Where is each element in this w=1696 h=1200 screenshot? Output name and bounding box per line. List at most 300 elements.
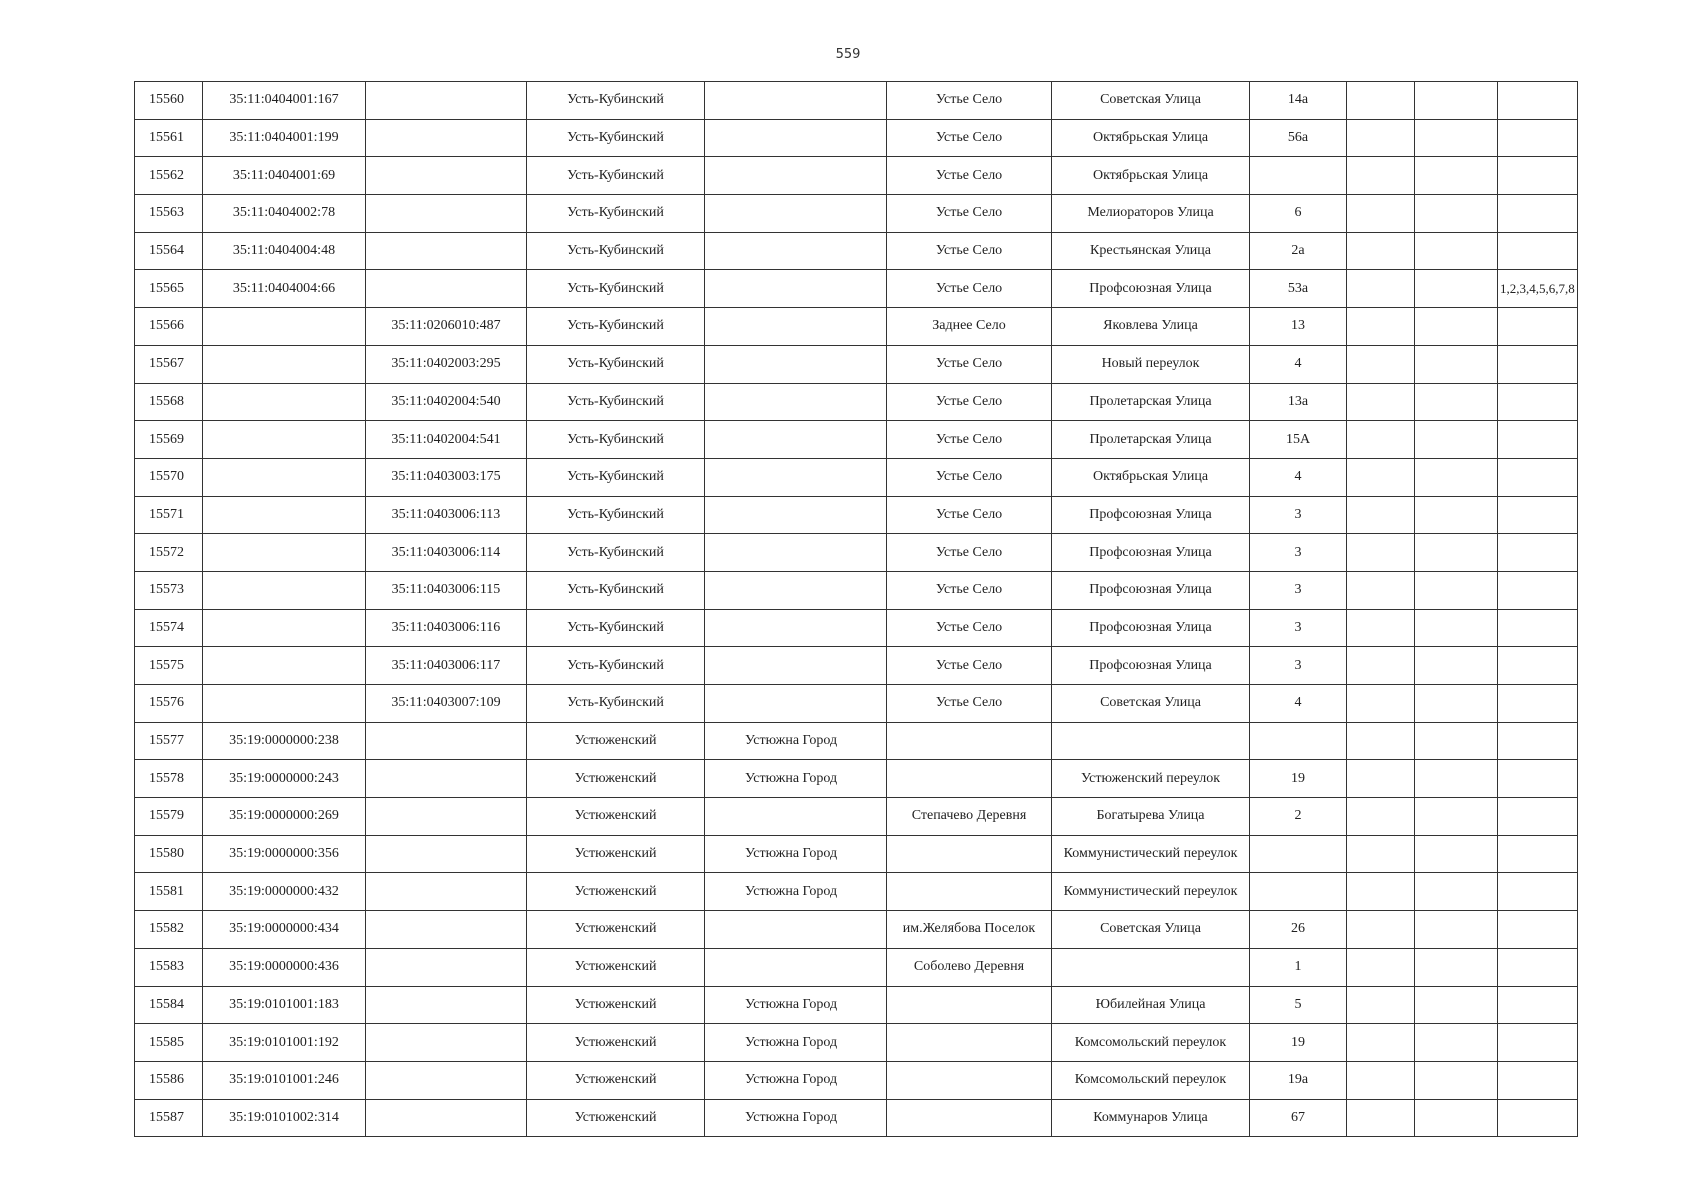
col-10-cell [1415, 232, 1498, 270]
row-number-cell: 15567 [135, 345, 203, 383]
col-9-cell [1347, 722, 1415, 760]
city-cell [705, 119, 887, 157]
district-cell: Устюженский [527, 911, 705, 949]
house-number-cell: 1 [1250, 948, 1347, 986]
table-row [135, 986, 1578, 1024]
table-row [135, 421, 1578, 459]
col-10-cell [1415, 873, 1498, 911]
cadastral-number-cell [203, 496, 366, 534]
cadastral-number-cell [203, 345, 366, 383]
settlement-cell [887, 835, 1052, 873]
district-cell: Устюженский [527, 798, 705, 836]
street-cell: Богатырева Улица [1052, 798, 1250, 836]
cadastral-number-cell: 35:19:0000000:432 [203, 873, 366, 911]
row-number-cell: 15577 [135, 722, 203, 760]
cadastral-number-cell [203, 308, 366, 346]
row-number-cell: 15562 [135, 157, 203, 195]
cadastral-number-cell [203, 421, 366, 459]
city-cell [705, 798, 887, 836]
settlement-cell: Устье Село [887, 685, 1052, 723]
city-cell [705, 685, 887, 723]
table-row [135, 798, 1578, 836]
cadastral-number-cell: 35:11:0404002:78 [203, 195, 366, 233]
parent-cadastral-number-cell [366, 195, 527, 233]
extra-info-cell [1498, 911, 1578, 949]
cadastral-number-cell [203, 647, 366, 685]
settlement-cell: Устье Село [887, 609, 1052, 647]
parent-cadastral-number-cell [366, 986, 527, 1024]
house-number-cell: 3 [1250, 609, 1347, 647]
row-number-cell: 15587 [135, 1099, 203, 1137]
district-cell: Устюженский [527, 948, 705, 986]
settlement-cell [887, 1061, 1052, 1099]
extra-info-cell [1498, 1061, 1578, 1099]
street-cell: Профсоюзная Улица [1052, 647, 1250, 685]
city-cell: Устюжна Город [705, 873, 887, 911]
settlement-cell: Устье Село [887, 421, 1052, 459]
col-10-cell [1415, 986, 1498, 1024]
settlement-cell: Устье Село [887, 195, 1052, 233]
district-cell: Усть-Кубинский [527, 458, 705, 496]
row-number-cell: 15570 [135, 458, 203, 496]
city-cell: Устюжна Город [705, 760, 887, 798]
extra-info-cell [1498, 1099, 1578, 1137]
row-number-cell: 15568 [135, 383, 203, 421]
cadastral-number-cell: 35:19:0000000:356 [203, 835, 366, 873]
extra-info-cell [1498, 798, 1578, 836]
house-number-cell: 2 [1250, 798, 1347, 836]
city-cell [705, 195, 887, 233]
parent-cadastral-number-cell: 35:11:0403006:113 [366, 496, 527, 534]
city-cell [705, 571, 887, 609]
city-cell: Устюжна Город [705, 1099, 887, 1137]
extra-info-cell [1498, 383, 1578, 421]
table-row [135, 195, 1578, 233]
street-cell: Профсоюзная Улица [1052, 571, 1250, 609]
cadastral-number-cell: 35:19:0000000:238 [203, 722, 366, 760]
settlement-cell: Устье Село [887, 571, 1052, 609]
cadastral-number-cell: 35:19:0101001:246 [203, 1061, 366, 1099]
parent-cadastral-number-cell [366, 270, 527, 308]
col-9-cell [1347, 685, 1415, 723]
col-10-cell [1415, 1024, 1498, 1062]
street-cell: Комсомольский переулок [1052, 1024, 1250, 1062]
street-cell: Октябрьская Улица [1052, 458, 1250, 496]
city-cell [705, 421, 887, 459]
house-number-cell [1250, 157, 1347, 195]
house-number-cell: 19а [1250, 1061, 1347, 1099]
col-9-cell [1347, 911, 1415, 949]
col-10-cell [1415, 685, 1498, 723]
col-10-cell [1415, 383, 1498, 421]
city-cell [705, 345, 887, 383]
street-cell: Комсомольский переулок [1052, 1061, 1250, 1099]
city-cell [705, 948, 887, 986]
col-9-cell [1347, 1099, 1415, 1137]
table-row [135, 835, 1578, 873]
street-cell [1052, 722, 1250, 760]
col-10-cell [1415, 308, 1498, 346]
house-number-cell: 5 [1250, 986, 1347, 1024]
district-cell: Усть-Кубинский [527, 647, 705, 685]
settlement-cell [887, 986, 1052, 1024]
parent-cadastral-number-cell: 35:11:0206010:487 [366, 308, 527, 346]
col-10-cell [1415, 496, 1498, 534]
cadastral-number-cell [203, 685, 366, 723]
street-cell: Профсоюзная Улица [1052, 270, 1250, 308]
city-cell [705, 232, 887, 270]
table-row [135, 82, 1578, 120]
city-cell [705, 308, 887, 346]
house-number-cell: 6 [1250, 195, 1347, 233]
parent-cadastral-number-cell: 35:11:0403006:115 [366, 571, 527, 609]
col-10-cell [1415, 82, 1498, 120]
col-9-cell [1347, 270, 1415, 308]
city-cell [705, 647, 887, 685]
street-cell: Советская Улица [1052, 911, 1250, 949]
settlement-cell: Соболево Деревня [887, 948, 1052, 986]
street-cell: Мелиораторов Улица [1052, 195, 1250, 233]
col-9-cell [1347, 986, 1415, 1024]
city-cell: Устюжна Город [705, 835, 887, 873]
col-9-cell [1347, 383, 1415, 421]
col-9-cell [1347, 232, 1415, 270]
settlement-cell: Степачево Деревня [887, 798, 1052, 836]
row-number-cell: 15582 [135, 911, 203, 949]
table-row [135, 722, 1578, 760]
district-cell: Устюженский [527, 986, 705, 1024]
settlement-cell: Устье Село [887, 496, 1052, 534]
table-row [135, 345, 1578, 383]
house-number-cell: 19 [1250, 760, 1347, 798]
parent-cadastral-number-cell [366, 760, 527, 798]
city-cell [705, 82, 887, 120]
cadastral-number-cell: 35:11:0404001:167 [203, 82, 366, 120]
house-number-cell: 15А [1250, 421, 1347, 459]
district-cell: Усть-Кубинский [527, 345, 705, 383]
house-number-cell [1250, 722, 1347, 760]
col-9-cell [1347, 421, 1415, 459]
district-cell: Устюженский [527, 1024, 705, 1062]
extra-info-cell [1498, 1024, 1578, 1062]
col-10-cell [1415, 119, 1498, 157]
district-cell: Устюженский [527, 722, 705, 760]
extra-info-cell [1498, 609, 1578, 647]
house-number-cell: 3 [1250, 496, 1347, 534]
col-9-cell [1347, 1024, 1415, 1062]
col-10-cell [1415, 1099, 1498, 1137]
row-number-cell: 15581 [135, 873, 203, 911]
extra-info-cell [1498, 232, 1578, 270]
parent-cadastral-number-cell: 35:11:0402004:540 [366, 383, 527, 421]
parent-cadastral-number-cell [366, 722, 527, 760]
col-10-cell [1415, 458, 1498, 496]
extra-info-cell [1498, 873, 1578, 911]
table-row [135, 760, 1578, 798]
street-cell: Коммунистический переулок [1052, 873, 1250, 911]
col-9-cell [1347, 157, 1415, 195]
col-10-cell [1415, 1061, 1498, 1099]
row-number-cell: 15576 [135, 685, 203, 723]
cadastral-number-cell: 35:19:0000000:436 [203, 948, 366, 986]
cadastral-number-cell: 35:19:0000000:269 [203, 798, 366, 836]
parent-cadastral-number-cell [366, 1024, 527, 1062]
parent-cadastral-number-cell [366, 1099, 527, 1137]
extra-info-cell [1498, 948, 1578, 986]
extra-info-cell [1498, 119, 1578, 157]
street-cell: Коммунистический переулок [1052, 835, 1250, 873]
table-row [135, 647, 1578, 685]
table-row [135, 609, 1578, 647]
extra-info-cell [1498, 534, 1578, 572]
col-10-cell [1415, 421, 1498, 459]
house-number-cell: 3 [1250, 534, 1347, 572]
col-9-cell [1347, 571, 1415, 609]
row-number-cell: 15566 [135, 308, 203, 346]
house-number-cell: 2а [1250, 232, 1347, 270]
house-number-cell: 4 [1250, 345, 1347, 383]
cadastral-number-cell: 35:19:0101001:183 [203, 986, 366, 1024]
settlement-cell: им.Желябова Поселок [887, 911, 1052, 949]
col-10-cell [1415, 835, 1498, 873]
house-number-cell: 56а [1250, 119, 1347, 157]
col-10-cell [1415, 270, 1498, 308]
col-10-cell [1415, 647, 1498, 685]
parent-cadastral-number-cell [366, 798, 527, 836]
extra-info-cell [1498, 722, 1578, 760]
extra-info-cell [1498, 345, 1578, 383]
district-cell: Усть-Кубинский [527, 157, 705, 195]
row-number-cell: 15572 [135, 534, 203, 572]
cadastral-number-cell: 35:11:0404004:48 [203, 232, 366, 270]
parent-cadastral-number-cell [366, 873, 527, 911]
street-cell: Октябрьская Улица [1052, 119, 1250, 157]
house-number-cell: 4 [1250, 458, 1347, 496]
extra-info-cell [1498, 195, 1578, 233]
settlement-cell: Устье Село [887, 345, 1052, 383]
parent-cadastral-number-cell: 35:11:0402003:295 [366, 345, 527, 383]
city-cell [705, 157, 887, 195]
house-number-cell: 13 [1250, 308, 1347, 346]
street-cell: Профсоюзная Улица [1052, 609, 1250, 647]
settlement-cell: Устье Село [887, 157, 1052, 195]
city-cell [705, 383, 887, 421]
parent-cadastral-number-cell [366, 948, 527, 986]
house-number-cell: 19 [1250, 1024, 1347, 1062]
row-number-cell: 15569 [135, 421, 203, 459]
settlement-cell [887, 722, 1052, 760]
district-cell: Устюженский [527, 760, 705, 798]
extra-info-cell [1498, 571, 1578, 609]
street-cell: Крестьянская Улица [1052, 232, 1250, 270]
city-cell [705, 534, 887, 572]
table-row [135, 157, 1578, 195]
row-number-cell: 15578 [135, 760, 203, 798]
settlement-cell: Устье Село [887, 119, 1052, 157]
district-cell: Усть-Кубинский [527, 534, 705, 572]
city-cell: Устюжна Город [705, 986, 887, 1024]
table-row [135, 948, 1578, 986]
row-number-cell: 15571 [135, 496, 203, 534]
district-cell: Усть-Кубинский [527, 421, 705, 459]
col-10-cell [1415, 534, 1498, 572]
cadastral-number-cell [203, 571, 366, 609]
district-cell: Усть-Кубинский [527, 82, 705, 120]
settlement-cell: Устье Село [887, 82, 1052, 120]
house-number-cell: 53а [1250, 270, 1347, 308]
settlement-cell: Устье Село [887, 647, 1052, 685]
col-9-cell [1347, 798, 1415, 836]
table-row [135, 911, 1578, 949]
extra-info-cell [1498, 685, 1578, 723]
settlement-cell: Устье Село [887, 270, 1052, 308]
col-10-cell [1415, 760, 1498, 798]
row-number-cell: 15575 [135, 647, 203, 685]
col-9-cell [1347, 534, 1415, 572]
street-cell: Коммунаров Улица [1052, 1099, 1250, 1137]
row-number-cell: 15574 [135, 609, 203, 647]
settlement-cell [887, 1024, 1052, 1062]
row-number-cell: 15565 [135, 270, 203, 308]
settlement-cell: Устье Село [887, 458, 1052, 496]
parent-cadastral-number-cell [366, 835, 527, 873]
row-number-cell: 15573 [135, 571, 203, 609]
col-9-cell [1347, 458, 1415, 496]
street-cell: Советская Улица [1052, 685, 1250, 723]
row-number-cell: 15585 [135, 1024, 203, 1062]
col-9-cell [1347, 1061, 1415, 1099]
settlement-cell: Устье Село [887, 534, 1052, 572]
street-cell: Устюженский переулок [1052, 760, 1250, 798]
city-cell [705, 609, 887, 647]
city-cell [705, 911, 887, 949]
row-number-cell: 15583 [135, 948, 203, 986]
table-row [135, 270, 1578, 308]
district-cell: Усть-Кубинский [527, 496, 705, 534]
street-cell: Профсоюзная Улица [1052, 534, 1250, 572]
extra-info-cell [1498, 986, 1578, 1024]
settlement-cell: Заднее Село [887, 308, 1052, 346]
col-9-cell [1347, 647, 1415, 685]
registry-table [134, 81, 1578, 1137]
district-cell: Устюженский [527, 873, 705, 911]
col-9-cell [1347, 119, 1415, 157]
table-row [135, 1099, 1578, 1137]
cadastral-number-cell: 35:11:0404001:69 [203, 157, 366, 195]
street-cell: Октябрьская Улица [1052, 157, 1250, 195]
table-row [135, 1024, 1578, 1062]
cadastral-number-cell: 35:11:0404004:66 [203, 270, 366, 308]
house-number-cell: 4 [1250, 685, 1347, 723]
row-number-cell: 15586 [135, 1061, 203, 1099]
city-cell: Устюжна Город [705, 1061, 887, 1099]
street-cell: Юбилейная Улица [1052, 986, 1250, 1024]
cadastral-number-cell [203, 458, 366, 496]
table-row [135, 232, 1578, 270]
col-9-cell [1347, 873, 1415, 911]
district-cell: Усть-Кубинский [527, 383, 705, 421]
cadastral-number-cell: 35:19:0000000:434 [203, 911, 366, 949]
district-cell: Усть-Кубинский [527, 195, 705, 233]
district-cell: Устюженский [527, 1099, 705, 1137]
col-9-cell [1347, 345, 1415, 383]
row-number-cell: 15579 [135, 798, 203, 836]
cadastral-number-cell: 35:19:0101001:192 [203, 1024, 366, 1062]
house-number-cell: 13а [1250, 383, 1347, 421]
row-number-cell: 15564 [135, 232, 203, 270]
parent-cadastral-number-cell [366, 82, 527, 120]
col-10-cell [1415, 571, 1498, 609]
district-cell: Усть-Кубинский [527, 571, 705, 609]
house-number-cell: 3 [1250, 571, 1347, 609]
parent-cadastral-number-cell [366, 232, 527, 270]
col-9-cell [1347, 195, 1415, 233]
col-10-cell [1415, 195, 1498, 233]
street-cell: Пролетарская Улица [1052, 421, 1250, 459]
parent-cadastral-number-cell: 35:11:0403006:117 [366, 647, 527, 685]
city-cell: Устюжна Город [705, 1024, 887, 1062]
district-cell: Усть-Кубинский [527, 609, 705, 647]
row-number-cell: 15561 [135, 119, 203, 157]
extra-info-cell [1498, 308, 1578, 346]
street-cell: Пролетарская Улица [1052, 383, 1250, 421]
house-number-cell [1250, 835, 1347, 873]
extra-info-cell [1498, 157, 1578, 195]
table-body [135, 82, 1578, 1137]
parent-cadastral-number-cell [366, 911, 527, 949]
district-cell: Усть-Кубинский [527, 685, 705, 723]
table-row [135, 571, 1578, 609]
col-9-cell [1347, 496, 1415, 534]
district-cell: Усть-Кубинский [527, 308, 705, 346]
street-cell [1052, 948, 1250, 986]
table-row [135, 308, 1578, 346]
settlement-cell: Устье Село [887, 232, 1052, 270]
district-cell: Усть-Кубинский [527, 270, 705, 308]
street-cell: Яковлева Улица [1052, 308, 1250, 346]
table-row [135, 873, 1578, 911]
row-number-cell: 15560 [135, 82, 203, 120]
col-10-cell [1415, 911, 1498, 949]
house-number-cell: 3 [1250, 647, 1347, 685]
parent-cadastral-number-cell [366, 119, 527, 157]
street-cell: Профсоюзная Улица [1052, 496, 1250, 534]
table-row [135, 1061, 1578, 1099]
house-number-cell [1250, 873, 1347, 911]
col-9-cell [1347, 948, 1415, 986]
parent-cadastral-number-cell: 35:11:0403003:175 [366, 458, 527, 496]
table-row [135, 534, 1578, 572]
parent-cadastral-number-cell [366, 1061, 527, 1099]
row-number-cell: 15584 [135, 986, 203, 1024]
parent-cadastral-number-cell [366, 157, 527, 195]
table-row [135, 496, 1578, 534]
district-cell: Усть-Кубинский [527, 119, 705, 157]
col-9-cell [1347, 82, 1415, 120]
extra-info-cell [1498, 835, 1578, 873]
city-cell [705, 458, 887, 496]
district-cell: Усть-Кубинский [527, 232, 705, 270]
row-number-cell: 15563 [135, 195, 203, 233]
col-9-cell [1347, 760, 1415, 798]
col-10-cell [1415, 345, 1498, 383]
table-row [135, 458, 1578, 496]
row-number-cell: 15580 [135, 835, 203, 873]
col-9-cell [1347, 308, 1415, 346]
parent-cadastral-number-cell: 35:11:0403006:114 [366, 534, 527, 572]
parent-cadastral-number-cell: 35:11:0403006:116 [366, 609, 527, 647]
extra-info-cell [1498, 760, 1578, 798]
